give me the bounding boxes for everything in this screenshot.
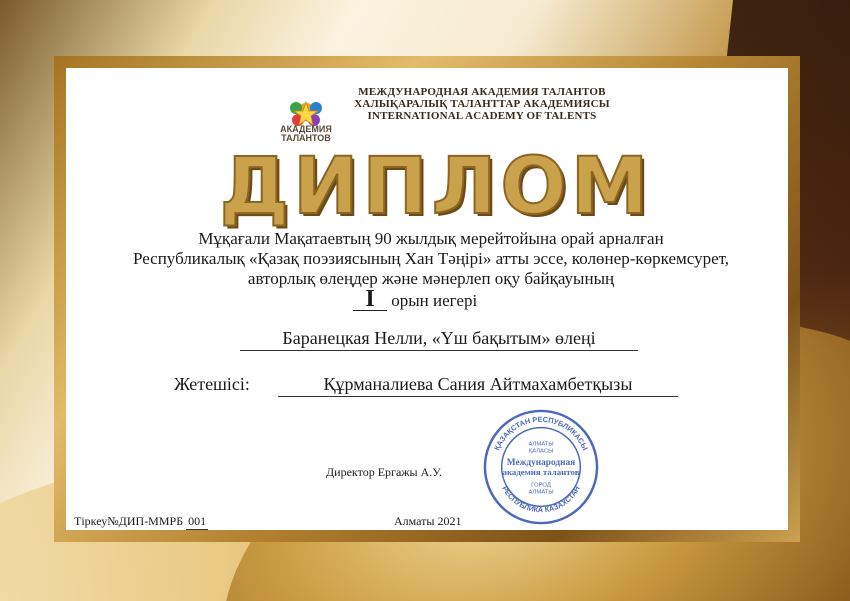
org-name-kz: ХАЛЫҚАРАЛЫҚ ТАЛАНТТАР АКАДЕМИЯСЫ	[354, 98, 610, 110]
logo-caption-line2: ТАЛАНТОВ	[281, 133, 331, 143]
stamp-city-ru-2: АЛМАТЫ	[528, 489, 554, 496]
diploma-title: ДИПЛОМ	[219, 142, 653, 232]
registration-label: Тіркеу№ДИП-ММРБ	[74, 514, 184, 528]
organization-names	[322, 86, 642, 122]
award-description	[106, 229, 756, 289]
stamp-outer-top: ҚАЗАҚСТАН РЕСПУБЛИКАСЫ	[492, 414, 590, 452]
place-award	[353, 288, 653, 311]
description-line1: Мұқағали Мақатаевтың 90 жылдық мерейтойына орай арналған	[198, 229, 664, 248]
stamp-outer-bottom: РЕСПУБЛИКА КАЗАХСТАН	[500, 484, 582, 515]
org-name-ru: МЕЖДУНАРОДНАЯ АКАДЕМИЯ ТАЛАНТОВ	[358, 86, 606, 98]
diploma-gold-frame	[54, 56, 800, 542]
registration-number	[74, 514, 208, 530]
city-year: Алматы 2021	[394, 514, 462, 528]
stamp-center-line1: Международная	[506, 458, 576, 469]
description-line2: Республикалық «Қазақ поэзиясының Хан Тәңірі» атты эссе, колөнер-көркемсурет,	[132, 249, 730, 268]
org-name-en: INTERNATIONAL ACADEMY OF TALENTS	[367, 110, 597, 122]
student-name: Баранецкая Нелли, «Үш бақытым» өлеңі	[240, 326, 638, 351]
mentor-name: Құрманалиева Сания Айтмахамбетқызы	[278, 372, 678, 397]
logo-caption	[260, 125, 352, 143]
stamp-city-kz-2: ҚАЛАСЫ	[528, 448, 554, 455]
registration-value: 001	[188, 514, 207, 528]
mentor-label: Жетешісі:	[174, 374, 250, 394]
official-stamp-icon	[482, 408, 600, 526]
diploma-paper	[66, 68, 788, 530]
stamp-city-kz: АЛМАТЫ	[528, 441, 554, 448]
logo-caption-line1: АКАДЕМИЯ	[280, 124, 332, 134]
place-number: I	[353, 288, 387, 311]
director-signature: Директор Ергажы А.У.	[326, 465, 442, 479]
stamp-city-ru: ГОРОД	[531, 482, 551, 489]
stamp-center-line2: академия талантов	[502, 466, 580, 477]
description-line3: авторлық өлеңдер және мәнерлеп оқу байқауының	[247, 269, 615, 288]
place-label: орын иегері	[391, 291, 478, 310]
